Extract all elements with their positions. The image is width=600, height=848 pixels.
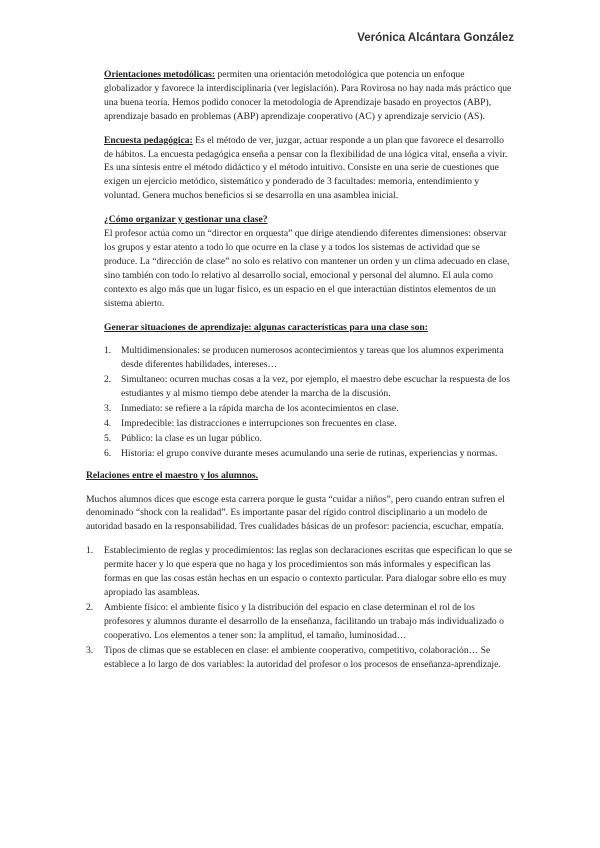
list-item-number: 1. xyxy=(86,545,94,557)
paragraph-encuesta xyxy=(86,134,514,204)
list-situaciones xyxy=(86,344,514,460)
list-item-number: 4. xyxy=(104,417,112,429)
list-item-text: Impredecible: las distracciones e interrupciones son frecuentes en clase. xyxy=(121,417,397,429)
heading-situaciones-text: Generar situaciones de aprendizaje: algunas características para una clase son: xyxy=(104,321,428,333)
heading-situaciones xyxy=(86,321,514,335)
list-item-number: 2. xyxy=(104,374,112,386)
text-encuesta: Es el método de ver, juzgar, actuar responde a un plan que favorece el desarrollo de hábitos. La encuesta pedagógica enseña a pensar con la flexibilidad de una lógica vital, enseña a vivir. Es una síntesis entre el método didáctico y el método intuitivo. Consiste en una serie de cuestiones que exigen un ejercicio metódico, sistemático y ponderado de 3 facultades: memoria, entendimiento y voluntad. Genera muchos beneficios si se desarrolla en una asamblea inicial. xyxy=(104,134,508,202)
list-item-text: Historia: el grupo convive durante meses acumulando una serie de rutinas, experiencias y normas. xyxy=(121,447,498,459)
list-item xyxy=(86,344,514,372)
list-item xyxy=(86,544,514,600)
document-body xyxy=(86,68,514,672)
list-item-number: 2. xyxy=(86,601,94,613)
heading-organizar xyxy=(86,213,514,227)
list-item xyxy=(86,373,514,401)
list-item-number: 3. xyxy=(86,644,94,656)
text-organizar: El profesor actúa como un “director en orquesta” que dirige atendiendo diferentes dimensiones: observar los grupos y estar atento a todo lo que ocurre en la clase y a todos los sistemas de actividad que se produce. La “dirección de clase” no solo es relativo con mantener un orden y un clima adecuado en clase, sino también con todo lo relativo al desarrollo social, emocional y personal del alumno. El aula como contexto es algo más que un lugar físico, es un espacio en el que interactúan distintos elementos de un sistema abierto. xyxy=(104,228,510,309)
list-item-text: Público: la clase es un lugar público. xyxy=(121,432,262,444)
list-item xyxy=(86,402,514,416)
list-item xyxy=(86,432,514,446)
text-orientaciones: permiten una orientación metodológica que potencia un enfoque globalizador y favorece la interdisciplinaria (ver legislación). Para Rovirosa no hay nada más práctico que una buena teoría. Hemos podido conocer la metodología de Aprendizaje basado en proyectos (ABP), aprendizaje basado en problemas (ABP) aprendizaje cooperativo (AC) y aprendizaje servicio (AS). xyxy=(104,69,512,122)
list-item xyxy=(86,417,514,431)
heading-orientaciones: Orientaciones metodólicas: xyxy=(104,69,216,80)
list-item-number: 5. xyxy=(104,432,112,444)
list-item-text: Tipos de climas que se establecen en clase: el ambiente cooperativo, competitivo, colaboración… Se establece a lo largo de dos variables: la autoridad del profesor o los procesos de enseñanza-aprendizaje. xyxy=(104,644,501,670)
list-item-number: 3. xyxy=(104,403,112,415)
text-relaciones: Muchos alumnos dices que escoge esta carrera porque le gusta “cuidar a niños”, pero cuando entran sufren el denominado “shock con la realidad”. Es importante pasar del rígido control disciplinario a un modelo de autoridad basado en la responsabilidad. Tres cualidades básicas de un profesor: paciencia, escuchar, empatía. xyxy=(86,493,505,533)
heading-relaciones xyxy=(86,469,514,483)
list-item-number: 6. xyxy=(104,447,112,459)
list-item-text: Simultaneo: ocurren muchas cosas a la vez, por ejemplo, el maestro debe escuchar la respuesta de los estudiantes y al mismo tiempo debe atender la marcha de la discusión. xyxy=(121,374,510,400)
list-relaciones xyxy=(86,544,514,671)
heading-organizar-text: ¿Cómo organizar y gestionar una clase? xyxy=(104,214,268,226)
heading-relaciones-text: Relaciones entre el maestro y los alumnos. xyxy=(86,469,259,481)
author-name: Verónica Alcántara González xyxy=(357,32,514,44)
list-item-text: Inmediato: se refiere a la rápida marcha de los acontecimientos en clase. xyxy=(121,403,399,415)
list-item-text: Establecimiento de reglas y procedimientos: las reglas son declaraciones escritas que especifican lo que se permite hacer y lo que espera que no haga y los procedimientos son más informales y especifican las formas en que las cosas están hechas en un espacio o contexto particular. Para dialogar sobre ello es muy apropiado las asambleas. xyxy=(104,545,513,598)
list-item xyxy=(86,447,514,461)
list-item-text: Ambiente físico: el ambiente físico y la distribución del espacio en clase determinan el rol de los profesores y alumnos durante el desarrollo de la enseñanza, facilitando un trabajo más individualizado o cooperativo. Los elementos a tener son: la amplitud, el tamaño, luminosidad… xyxy=(104,601,504,641)
heading-encuesta: Encuesta pedagógica: xyxy=(104,134,193,146)
list-item-number: 1. xyxy=(104,345,112,357)
list-item xyxy=(86,644,514,672)
paragraph-orientaciones xyxy=(86,68,514,124)
list-item-text: Multidimensionales: se producen numerosos acontecimientos y tareas que los alumnos experimenta desde diferentes habilidades, intereses… xyxy=(121,345,504,371)
list-item xyxy=(86,601,514,643)
